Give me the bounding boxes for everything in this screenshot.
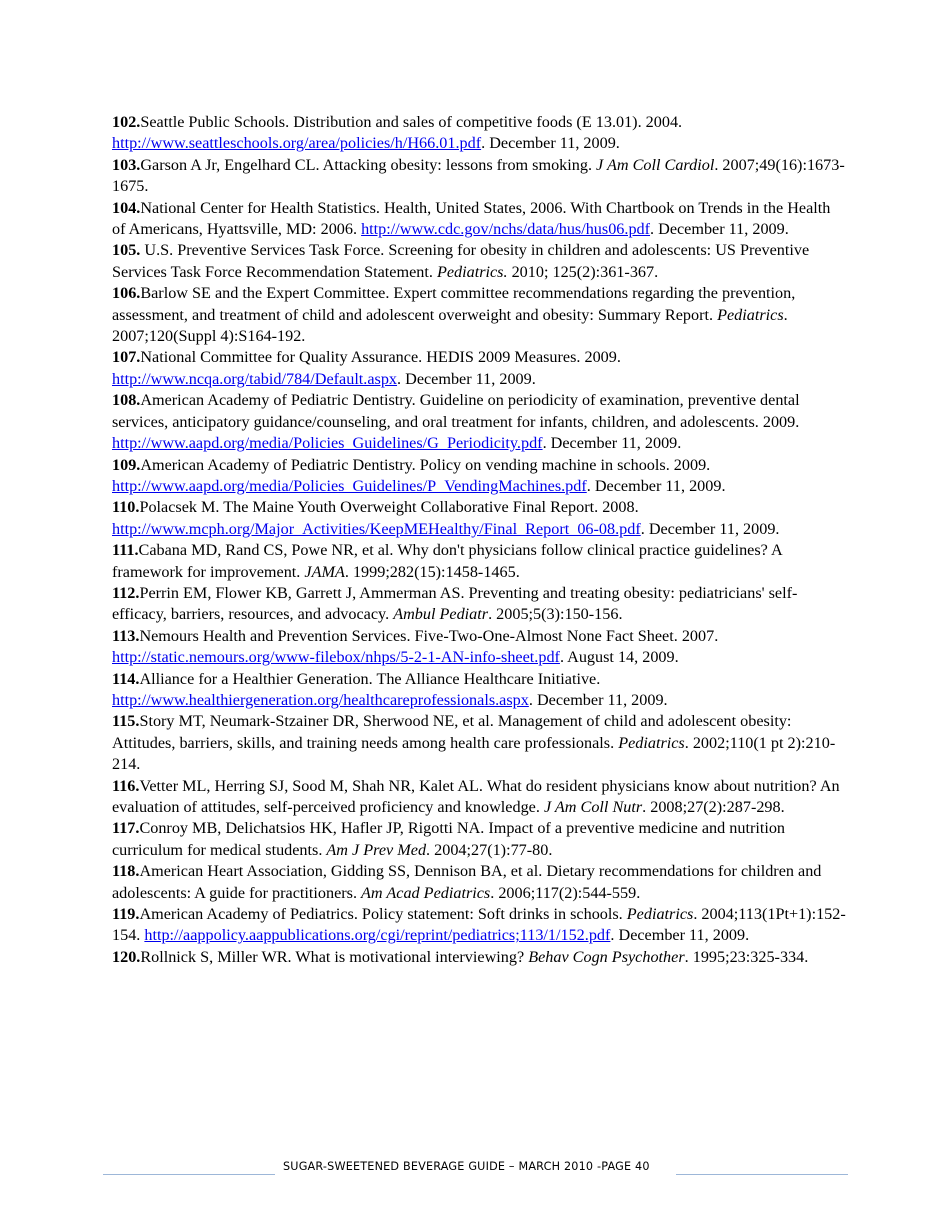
reference-text: National Center for Health Statistics. Health, United States, 2006. With Chartbook on Trends in the Health of Americans, Hyattsville, MD: 2006.	[112, 198, 831, 239]
reference-text: Alliance for a Healthier Generation. The Alliance Healthcare Initiative.	[139, 669, 601, 688]
reference-text: Garson A Jr, Engelhard CL. Attacking obesity: lessons from smoking.	[140, 155, 597, 174]
reference-entry	[112, 198, 847, 241]
reference-text: Perrin EM, Flower KB, Garrett J, Ammerman AS. Preventing and treating obesity: pediatricians' self-efficacy, barriers, resources, and advocacy.	[112, 583, 798, 624]
reference-entry	[112, 669, 847, 712]
reference-entry	[112, 455, 847, 498]
reference-entry	[112, 947, 847, 968]
journal-title: J Am Coll Cardiol	[596, 155, 715, 174]
reference-number: 106.	[112, 284, 141, 303]
reference-text: . 2004;27(1):77-80.	[426, 840, 553, 859]
journal-title: Pediatrics	[618, 733, 685, 752]
journal-title: Ambul Pediatr	[393, 605, 489, 624]
reference-number: 119.	[112, 905, 140, 924]
journal-title: Am J Prev Med	[326, 840, 427, 859]
reference-entry	[112, 818, 847, 861]
reference-entry	[112, 390, 847, 454]
reference-number: 104.	[112, 198, 141, 217]
reference-text: . December 11, 2009.	[586, 476, 726, 495]
reference-text: . 2002;110(1 pt 2):210-214.	[112, 733, 836, 774]
reference-number: 117.	[112, 819, 140, 838]
footer-rule-right	[676, 1174, 848, 1175]
reference-text: Barlow SE and the Expert Committee. Expert committee recommendations regarding the prevention, assessment, and treatment of child and adolescent overweight and obesity: Summary Report.	[112, 284, 796, 324]
reference-text: Story MT, Neumark-Stzainer DR, Sherwood NE, et al. Management of child and adolescent obesity: Attitudes, barriers, skills, and training needs among health care professionals.	[112, 712, 792, 752]
journal-title: JAMA	[304, 562, 345, 581]
reference-entry	[112, 283, 847, 347]
reference-number: 102.	[112, 113, 141, 131]
reference-entry	[112, 497, 847, 540]
reference-text: . 2008;27(2):287-298.	[642, 798, 785, 816]
reference-number: 108.	[112, 391, 141, 410]
reference-text: . December 11, 2009.	[528, 690, 668, 709]
journal-title: Pediatrics	[626, 905, 694, 924]
reference-entry	[112, 711, 847, 775]
reference-number: 109.	[112, 455, 141, 474]
reference-number: 107.	[112, 348, 141, 367]
reference-entry	[112, 904, 847, 947]
reference-text: Conroy MB, Delichatsios HK, Hafler JP, Rigotti NA. Impact of a preventive medicine and nutrition curriculum for medical students.	[112, 819, 786, 859]
reference-number: 111.	[112, 541, 139, 560]
reference-entry	[112, 540, 847, 583]
reference-text: . December 11, 2009.	[640, 519, 780, 538]
reference-text: American Academy of Pediatric Dentistry. Policy on vending machine in schools. 2009.	[140, 455, 711, 474]
reference-entry	[112, 776, 847, 819]
reference-text: . December 11, 2009.	[397, 369, 536, 388]
reference-text: National Committee for Quality Assurance. HEDIS 2009 Measures. 2009.	[140, 348, 621, 367]
reference-text: U.S. Preventive Services Task Force. Screening for obesity in children and adolescents: US Preventive Services Task Force Recommendation Statement.	[112, 241, 810, 281]
reference-entry	[112, 347, 847, 390]
reference-number: 110.	[112, 498, 140, 517]
reference-number: 103.	[112, 155, 141, 174]
reference-text: . December 11, 2009.	[650, 220, 789, 239]
reference-list	[112, 112, 847, 968]
reference-url-link[interactable]: http://www.aapd.org/media/Policies_Guidelines/G_Periodicity.pdf	[112, 434, 543, 453]
reference-text: . August 14, 2009.	[559, 648, 679, 667]
reference-url-link[interactable]: http://www.mcph.org/Major_Activities/KeepMEHealthy/Final_Report_06-08.pdf	[112, 519, 641, 538]
reference-text: 2010; 125(2):361-367.	[507, 262, 659, 281]
reference-text: American Heart Association, Gidding SS, Dennison BA, et al. Dietary recommendations for children and adolescents: A guide for practitioners.	[112, 862, 822, 902]
reference-text: Rollnick S, Miller WR. What is motivational interviewing?	[140, 947, 529, 966]
reference-text: . December 11, 2009.	[481, 134, 620, 153]
reference-text: . 1999;282(15):1458-1465.	[344, 562, 520, 581]
reference-text: Cabana MD, Rand CS, Powe NR, et al. Why don't physicians follow clinical practice guidelines? A framework for improvement.	[112, 541, 782, 581]
reference-url-link[interactable]: http://www.healthiergeneration.org/healthcareprofessionals.aspx	[112, 690, 529, 709]
reference-number: 114.	[112, 669, 140, 688]
reference-text: . 2007;49(16):1673-1675.	[112, 155, 845, 196]
journal-title: J Am Coll Nutr	[543, 798, 643, 816]
reference-text: Seattle Public Schools. Distribution and sales of competitive foods (E 13.01). 2004.	[140, 113, 683, 131]
footer-rule-left	[103, 1174, 275, 1175]
reference-text: . 2006;117(2):544-559.	[490, 883, 641, 902]
reference-number: 113.	[112, 626, 140, 645]
journal-title: Pediatrics	[717, 305, 784, 324]
reference-text: . 2007;120(Suppl 4):S164-192.	[112, 305, 788, 346]
journal-title: Pediatrics.	[436, 262, 508, 281]
reference-number: 115.	[112, 712, 140, 731]
reference-url-link[interactable]: http://www.cdc.gov/nchs/data/hus/hus06.pdf	[361, 220, 651, 239]
reference-entry	[112, 861, 847, 904]
reference-url-link[interactable]: http://www.seattleschools.org/area/policies/h/H66.01.pdf	[112, 134, 482, 153]
page-footer: SUGAR-SWEETENED BEVERAGE GUIDE – MARCH 2010 -PAGE 40	[283, 1160, 650, 1173]
reference-text: Nemours Health and Prevention Services. Five-Two-One-Almost None Fact Sheet. 2007.	[139, 626, 719, 645]
reference-text: . December 11, 2009.	[542, 434, 682, 453]
reference-entry	[112, 626, 847, 669]
reference-entry	[112, 155, 847, 198]
reference-text: Vetter ML, Herring SJ, Sood M, Shah NR, Kalet AL. What do resident physicians know about nutrition? An evaluation of attitudes, self-perceived proficiency and knowledge.	[112, 776, 840, 816]
reference-url-link[interactable]: http://www.aapd.org/media/Policies_Guidelines/P_VendingMachines.pdf	[112, 476, 587, 495]
reference-entry	[112, 583, 847, 626]
reference-url-link[interactable]: http://www.ncqa.org/tabid/784/Default.aspx	[112, 369, 398, 388]
reference-entry	[112, 240, 847, 283]
reference-text: . 2004;113(1Pt+1):152-154.	[112, 905, 846, 945]
reference-text: Polacsek M. The Maine Youth Overweight Collaborative Final Report. 2008.	[139, 498, 639, 517]
reference-text: . 1995;23:325-334.	[684, 947, 809, 966]
reference-number: 120.	[112, 947, 141, 966]
reference-text: American Academy of Pediatrics. Policy statement: Soft drinks in schools.	[139, 905, 627, 924]
reference-url-link[interactable]: http://aappolicy.aappublications.org/cgi/reprint/pediatrics;113/1/152.pdf	[144, 926, 611, 945]
reference-text: American Academy of Pediatric Dentistry. Guideline on periodicity of examination, preventive dental services, anticipatory guidance/counseling, and oral treatment for infants, children, and adolescents. 2009.	[112, 391, 800, 431]
reference-url-link[interactable]: http://static.nemours.org/www-filebox/nhps/5-2-1-AN-info-sheet.pdf	[112, 648, 560, 667]
reference-number: 116.	[112, 776, 140, 795]
reference-number: 118.	[112, 862, 140, 881]
reference-entry	[112, 112, 847, 155]
journal-title: Am Acad Pediatrics	[361, 883, 491, 902]
reference-text: . 2005;5(3):150-156.	[488, 605, 623, 624]
reference-number: 105.	[112, 241, 141, 260]
reference-text: . December 11, 2009.	[610, 926, 750, 945]
reference-number: 112.	[112, 583, 140, 602]
journal-title: Behav Cogn Psychother	[528, 947, 685, 966]
